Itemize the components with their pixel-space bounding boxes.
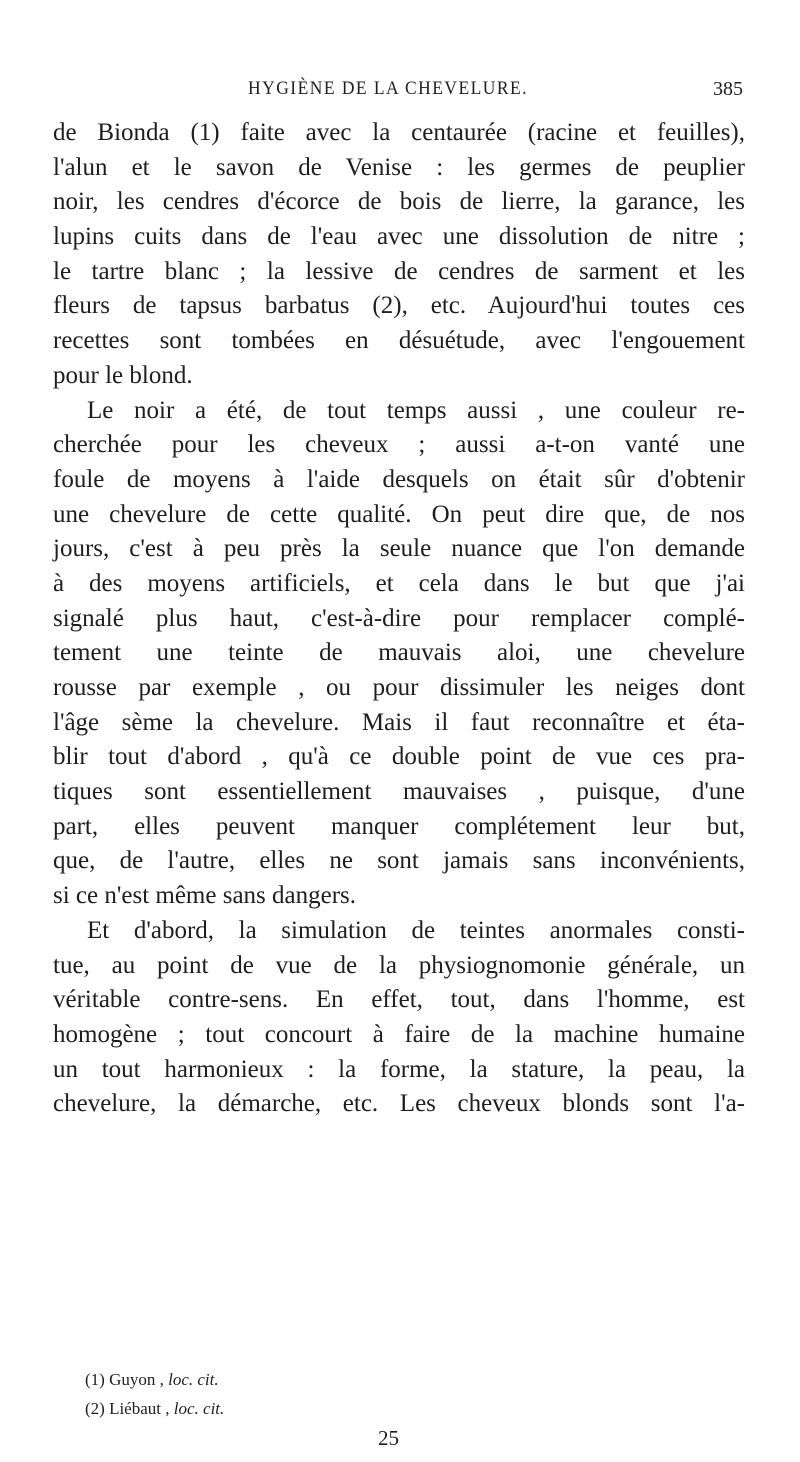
text-line: véritable contre-sens. En effet, tout, dans l'homme, est (53, 986, 745, 1014)
text-line: foule de moyens à l'aide desquels on était sûr d'obtenir (53, 465, 745, 493)
signature-mark: 25 (378, 1426, 399, 1450)
text-line: tement une teinte de mauvais aloi, une chevelure (53, 639, 745, 667)
footnote-2 (85, 1394, 224, 1423)
text-line: part, elles peuvent manquer complétement leur but, (53, 812, 745, 840)
footnote-author: Liébaut , (109, 1399, 170, 1418)
text-line: un tout harmonieux : la forme, la stature, la peau, la (53, 1055, 745, 1083)
footnotes (85, 1365, 224, 1423)
text-line: cherchée pour les cheveux ; aussi a-t-on vanté une (53, 431, 745, 459)
footnote-1 (85, 1365, 224, 1394)
page-number: 385 (713, 78, 743, 100)
text-line: que, de l'autre, elles ne sont jamais sans inconvénients, (53, 847, 745, 875)
text-line: le tartre blanc ; la lessive de cendres de sarment et les (53, 257, 745, 285)
running-header (0, 78, 800, 108)
text-line: tiques sont essentiellement mauvaises , puisque, d'une (53, 778, 745, 806)
text-line: Et d'abord, la simulation de teintes anormales consti- (87, 916, 745, 944)
text-line: Le noir a été, de tout temps aussi , une couleur re- (87, 396, 745, 424)
text-line: homogène ; tout concourt à faire de la machine humaine (53, 1020, 745, 1048)
body-text (53, 116, 745, 1122)
text-line: jours, c'est à peu près la seule nuance que l'on demande (53, 535, 745, 563)
text-line: une chevelure de cette qualité. On peut dire que, de nos (53, 500, 745, 528)
text-line: recettes sont tombées en désuétude, avec l'engouement (53, 327, 745, 355)
text-line: l'âge sème la chevelure. Mais il faut reconnaître et éta- (53, 708, 745, 736)
text-line: si ce n'est même sans dangers. (53, 882, 357, 910)
text-line: l'alun et le savon de Venise : les germes de peuplier (53, 153, 745, 181)
footnote-marker: (2) (85, 1399, 105, 1418)
footnote-reference: loc. cit. (173, 1399, 225, 1418)
text-line: signalé plus haut, c'est-à-dire pour remplacer complé- (53, 604, 745, 632)
footnote-author: Guyon , (109, 1370, 164, 1389)
text-line: tue, au point de vue de la physiognomonie générale, un (53, 951, 745, 979)
text-line: rousse par exemple , ou pour dissimuler les neiges dont (53, 674, 745, 701)
text-line: noir, les cendres d'écorce de bois de lierre, la garance, les (53, 188, 745, 216)
footnote-marker: (1) (85, 1370, 105, 1389)
text-line: à des moyens artificiels, et cela dans le but que j'ai (53, 569, 745, 597)
text-line: de Bionda (1) faite avec la centaurée (racine et feuilles), (53, 119, 745, 146)
footnote-reference: loc. cit. (168, 1370, 219, 1389)
text-line: blir tout d'abord , qu'à ce double point de vue ces pra- (53, 743, 745, 771)
running-title: HYGIÈNE DE LA CHEVELURE. (248, 78, 529, 99)
text-line: lupins cuits dans de l'eau avec une dissolution de nitre ; (53, 223, 745, 251)
text-line: fleurs de tapsus barbatus (2), etc. Aujourd'hui toutes ces (53, 292, 745, 320)
text-line: chevelure, la démarche, etc. Les cheveux blonds sont l'a- (53, 1090, 745, 1118)
text-line: pour le blond. (53, 361, 193, 389)
